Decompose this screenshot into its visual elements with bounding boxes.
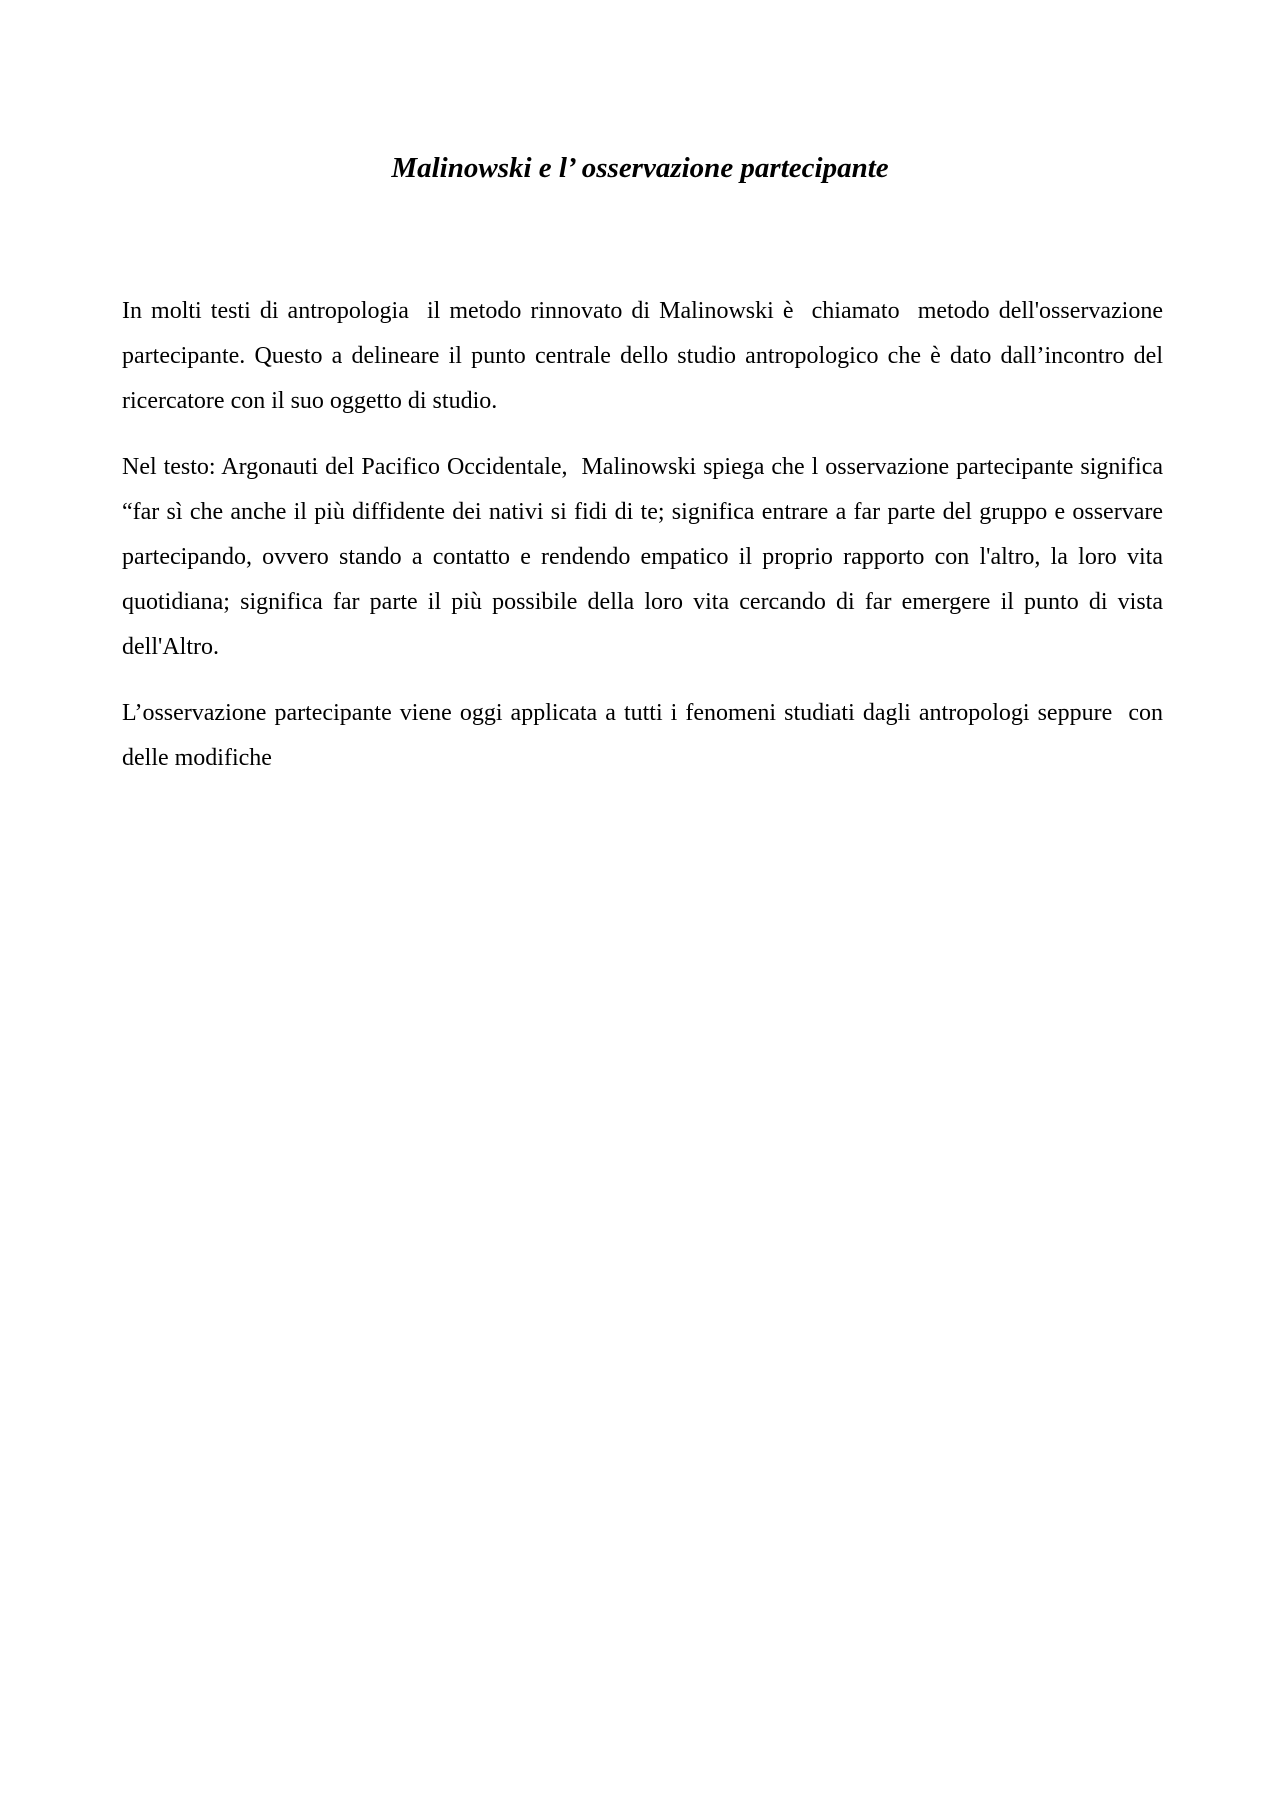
document-title: Malinowski e l’ osservazione partecipante bbox=[391, 152, 889, 184]
document-body bbox=[122, 289, 1169, 802]
paragraph-argonauti: Nel testo: Argonauti del Pacifico Occidentale, Malinowski spiega che l osservazione partecipante significa “far sì che anche il più diffidente dei nativi si fidi di te; significa entrare a far parte del gruppo e osservare partecipando, ovvero stando a contatto e rendendo empatico il proprio rapporto con l'altro, la loro vita quotidiana; significa far parte il più possibile della loro vita cercando di far emergere il punto di vista dell'Altro. bbox=[122, 454, 1169, 660]
paragraph-conclusion: L’osservazione partecipante viene oggi applicata a tutti i fenomeni studiati dagli antropologi seppure con delle modifiche bbox=[122, 700, 1169, 771]
paragraph-intro: In molti testi di antropologia il metodo rinnovato di Malinowski è chiamato metodo dell'osservazione partecipante. Questo a delineare il punto centrale dello studio antropologico che è dato dall’incontro del ricercatore con il suo oggetto di studio. bbox=[122, 298, 1169, 414]
